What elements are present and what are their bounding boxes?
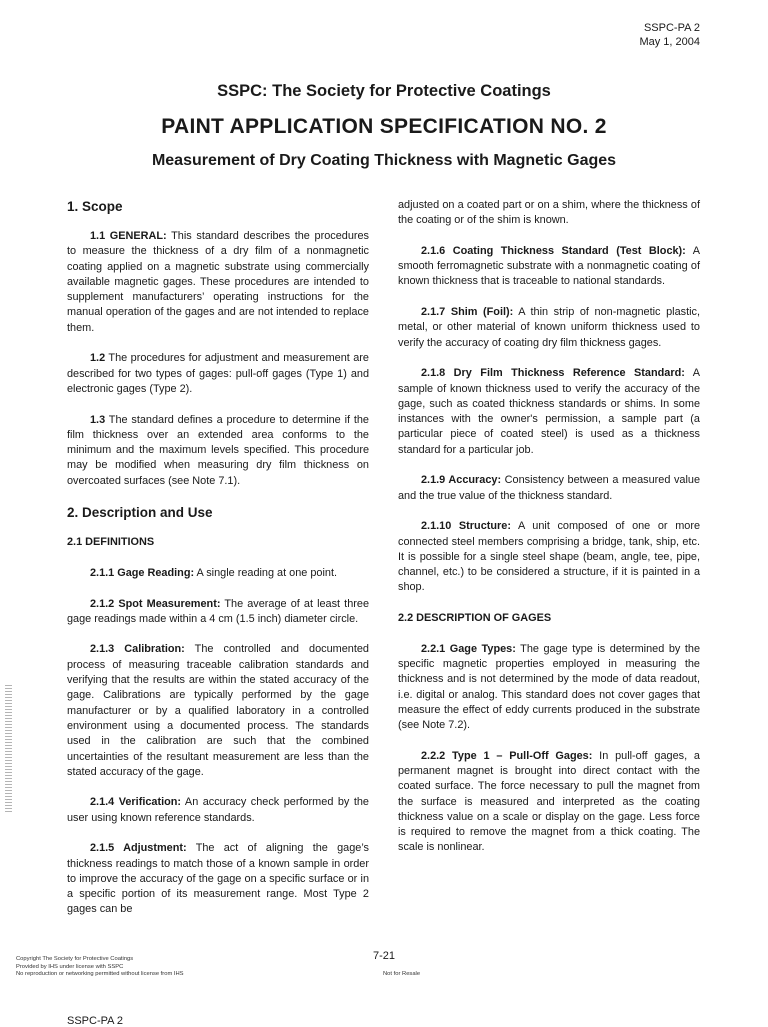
paragraph-label: 2.1.8 Dry Film Thickness Reference Standard:: [421, 367, 685, 380]
paragraph-text: The controlled and documented process of measuring traceable calibration standards and verifying that the results are within the stated accuracy of the gage. Calibrations are typically performed by the gage manufacturer or by a qualified laboratory in a controlled environment using a documented process. The standards used in the calibration are such that the combined uncertainties of the resultant measurement are less than the stated accuracy of the gage.: [67, 643, 369, 778]
paragraph-2-1-7: [398, 305, 700, 351]
paragraph-label: 2.1.5 Adjustment:: [90, 842, 187, 855]
paragraph-1-1: [67, 229, 369, 336]
right-column: [398, 198, 700, 871]
paragraph-label: 2.1.2 Spot Measurement:: [90, 597, 221, 610]
paragraph-text: A unit composed of one or more connected steel members comprising a bridge, tank, ship, etc. It is possible for a single steel shape (beam, angle, tee, pipe, channel, etc.) to be considered a structure, if it is painted in a shop.: [398, 520, 701, 594]
paragraph-2-1-8: [398, 366, 700, 458]
paragraph-2-1-3: [67, 642, 369, 780]
left-column: [67, 198, 369, 933]
header-document-code: SSPC-PA 2: [643, 22, 700, 34]
paragraph-text: The act of aligning the gage’s thickness readings to match those of a known sample in order to improve the accuracy of the gage on a specific surface or in a specific portion of its measurement range. Most Type 2 gages can be: [67, 842, 369, 916]
paragraph-label: 2.2.2 Type 1 – Pull-Off Gages:: [421, 749, 593, 762]
not-for-resale-note: Not for Resale: [383, 971, 421, 977]
paragraph-2-1-4: [67, 795, 369, 826]
paragraph-text: Consistency between a measured value and the true value of the thickness standard.: [398, 474, 700, 502]
page-title: PAINT APPLICATION SPECIFICATION NO. 2: [161, 115, 607, 138]
paragraph-2-2-1: [398, 642, 700, 734]
paragraph-2-1-9: [398, 473, 700, 504]
paragraph-label: 1.2: [90, 352, 106, 365]
paragraph-2-1-2: [67, 597, 369, 628]
paragraph-label: 2.1.3 Calibration:: [90, 643, 185, 656]
paragraph-text: An accuracy check performed by the user using known reference standards.: [67, 796, 369, 824]
subsection-heading-definitions: 2.1 DEFINITIONS: [67, 536, 155, 549]
paragraph-label: 1.3: [90, 413, 106, 426]
paragraph-text: A smooth ferromagnetic substrate with a nonmagnetic coating of known thickness that is traceable to national standards.: [398, 244, 700, 288]
paragraph-label: 2.1.4 Verification:: [90, 796, 182, 809]
paragraph-2-1-6: [398, 244, 700, 290]
paragraph-label: 1.1 GENERAL:: [90, 230, 167, 242]
paragraph-label: 2.1.9 Accuracy:: [421, 474, 502, 487]
copyright-notice: [16, 956, 184, 979]
paragraph-label: 2.1.1 Gage Reading:: [90, 566, 195, 579]
paragraph-1-2: [67, 351, 369, 397]
section-heading-scope: 1. Scope: [67, 199, 123, 214]
paragraph-2-1-10: [398, 519, 700, 595]
paragraph-text: The standard defines a procedure to determine if the film thickness over an extended area conforms to the minimum and the maximum levels specified. This procedure may be modified when measuring dry film thickness on overcoated surfaces (see Note 7.1).: [67, 413, 369, 487]
paragraph-label: 2.2.1 Gage Types:: [421, 642, 516, 655]
paragraph-text: The procedures for adjustment and measurement are described for two types of gages: pull-off gages (Type 1) and electronic gages (Type 2).: [67, 352, 369, 395]
paragraph-2-2-2: [398, 749, 700, 856]
paragraph-text: A single reading at one point.: [194, 566, 338, 579]
paragraph-text: A thin strip of non-magnetic plastic, metal, or other material of known uniform thickness used to verify the accuracy of coating dry film thickness gages.: [398, 306, 700, 349]
paragraph-1-3: [67, 413, 369, 489]
header-date: May 1, 2004: [639, 36, 700, 48]
copyright-line: Provided by IHS under license with SSPC: [16, 963, 124, 970]
paragraph-text: A sample of known thickness used to verify the accuracy of the gage, such as coated thickness standards or shims. In some instances with the owner's permission, a sample part (a particular piece of coated steel) is used as a thickness standard for a particular job.: [398, 367, 700, 456]
page-subtitle: Measurement of Dry Coating Thickness with Magnetic Gages: [151, 152, 617, 169]
footer-document-code: SSPC-PA 2: [67, 1015, 124, 1027]
paragraph-2-1-1: [67, 566, 369, 581]
margin-scan-mark: [5, 685, 12, 813]
organization-name: SSPC: The Society for Protective Coatings: [217, 82, 551, 100]
section-heading-description: 2. Description and Use: [67, 505, 213, 521]
paragraph-label: 2.1.7 Shim (Foil):: [421, 306, 514, 319]
paragraph-2-1-5: [67, 841, 369, 917]
paragraph-continuation: adjusted on a coated part or on a shim, where the thickness of the coating or of the shim is known.: [398, 199, 700, 227]
paragraph-text: The average of at least three gage readings made within a 4 cm (1.5 inch) diameter circle.: [67, 597, 369, 625]
paragraph-text: This standard describes the procedures to measure the thickness of a dry film of a nonmagnetic coating applied on a magnetic substrate using commercially available magnetic gages. These procedures are intended to supplement manufacturers’ operating instructions for the manual operation of the gages and are not intended to replace them.: [67, 230, 369, 334]
paragraph-label: 2.1.6 Coating Thickness Standard (Test Block):: [421, 244, 686, 257]
page-number: 7-21: [372, 950, 396, 962]
subsection-heading-gages: 2.2 DESCRIPTION OF GAGES: [398, 612, 552, 625]
copyright-line: Copyright The Society for Protective Coatings: [16, 956, 134, 962]
paragraph-label: 2.1.10 Structure:: [421, 520, 511, 533]
paragraph-text: The gage type is determined by the specific magnetic properties employed in measuring the thickness and is not determined by the mode of data readout, i.e. digital or analog. This standard does not cover gages that measure the effect of eddy currents produced in the substrate (see Note 7.2).: [398, 642, 700, 732]
paragraph-text: In pull-off gages, a permanent magnet is brought into direct contact with the coated surface. The force necessary to pull the magnet from the surface is measured and interpreted as the coating thickness value on a scale or display on the gage. Less force is required to remove the magnet from a thick coating. The scale is nonlinear.: [398, 749, 700, 854]
copyright-line: No reproduction or networking permitted without license from IHS: [16, 971, 184, 978]
